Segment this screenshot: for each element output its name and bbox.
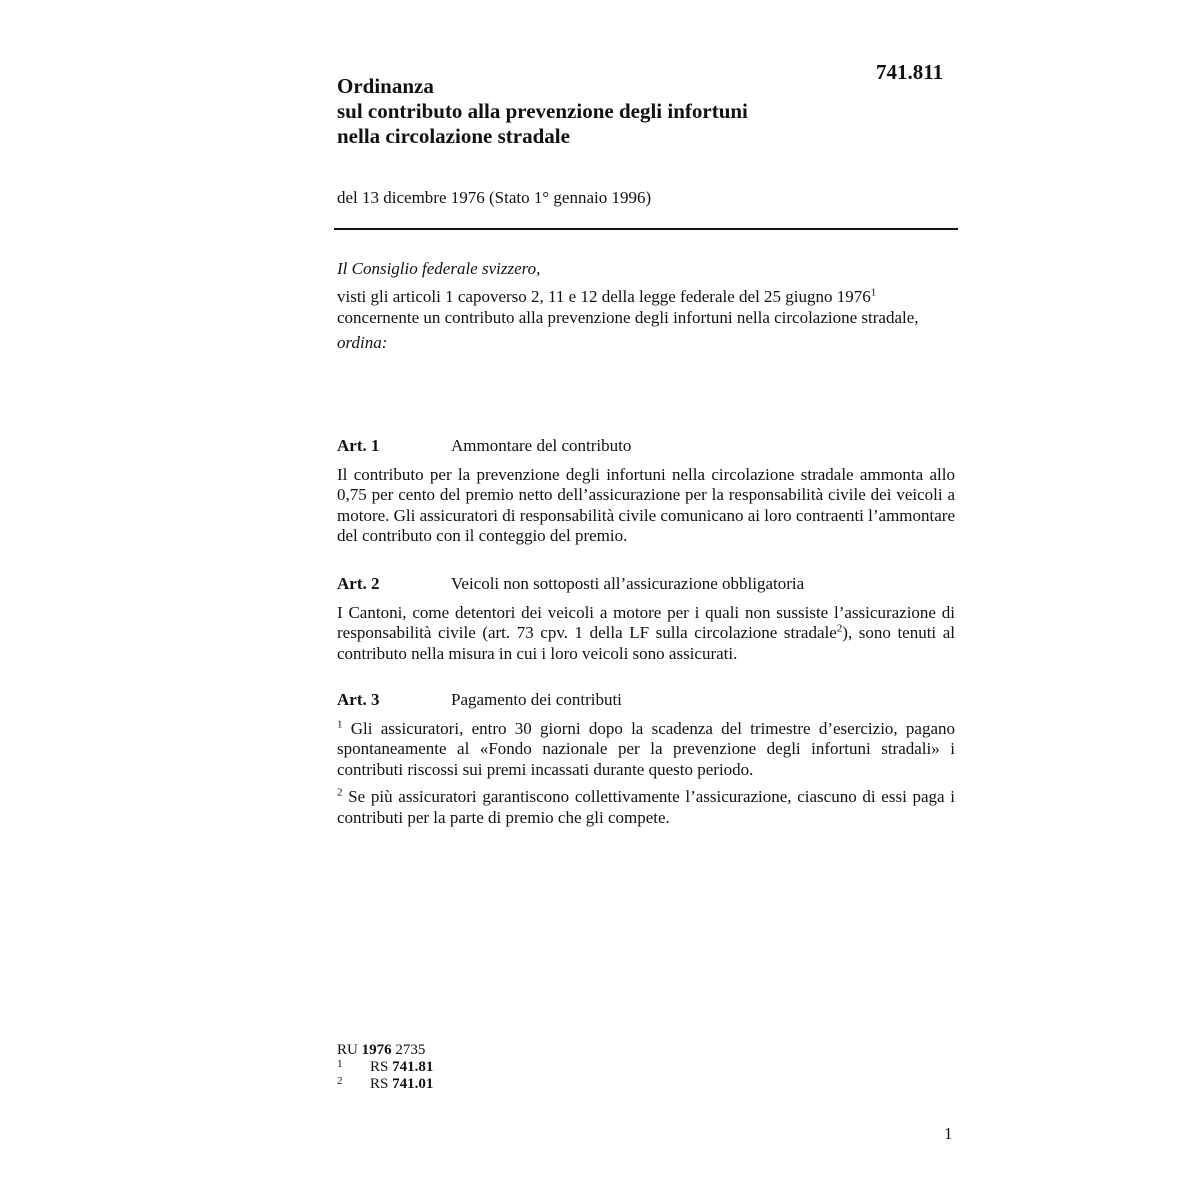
footnote-ref-2[interactable]: 2 <box>836 622 843 635</box>
footnotes <box>337 1042 637 1093</box>
article-3 <box>337 690 955 835</box>
title-line-3: nella circolazione stradale <box>337 124 570 148</box>
header-divider <box>334 228 958 230</box>
paragraph-text: Se più assicuratori garantiscono collettivamente l’assicurazione, ciascuno di essi paga i contributi per la parte di premio che gli compete. <box>337 787 955 827</box>
footnote-ref-link[interactable]: 741.81 <box>392 1059 434 1075</box>
ru-prefix: RU <box>337 1042 358 1058</box>
footnote-text <box>370 1059 433 1076</box>
footnote-2 <box>337 1076 637 1093</box>
article-2-text-a: I Cantoni, come detentori dei veicoli a motore per i quali non sussiste l’assicurazione di responsabilità civile (art. 73 cpv. 1 della LF sulla circolazione stradale <box>337 602 955 642</box>
preamble-decree: ordina: <box>337 333 388 352</box>
date-line: del 13 dicembre 1976 (Stato 1° gennaio 1996) <box>337 188 652 207</box>
preamble-legal-basis <box>337 286 957 328</box>
article-2-title: Veicoli non sottoposti all’assicurazione obbligatoria <box>451 574 805 593</box>
article-1-heading <box>337 436 955 457</box>
ru-page: 2735 <box>395 1042 426 1058</box>
article-1 <box>337 436 955 554</box>
preamble <box>337 258 957 353</box>
article-3-paragraph-2 <box>337 787 955 828</box>
title-line-1: Ordinanza <box>337 74 434 98</box>
footnote-ref-link[interactable]: 741.01 <box>392 1076 434 1092</box>
footnote-ref-1[interactable]: 1 <box>870 286 877 299</box>
article-3-title: Pagamento dei contributi <box>451 690 622 709</box>
article-2-number: Art. 2 <box>337 574 380 593</box>
sr-number: 741.811 <box>876 60 944 84</box>
article-1-paragraph: Il contributo per la prevenzione degli infortuni nella circolazione stradale ammonta allo 0,75 per cento del premio netto dell’assicurazione per la responsabilità civile dei veicoli a motore. Gli assicuratori di responsabilità civile comunicano ai loro contraenti l’ammontare del contributo con il conteggio del premio. <box>337 464 955 545</box>
preamble-issuer: Il Consiglio federale svizzero, <box>337 259 541 278</box>
article-3-heading <box>337 690 955 711</box>
paragraph-mark: 1 <box>337 717 343 730</box>
basis-text: visti gli articoli 1 capoverso 2, 11 e 12 della legge federale del 25 giugno 1976 <box>337 287 871 306</box>
footnote-mark: 1 <box>337 1058 343 1070</box>
ru-reference <box>337 1042 637 1059</box>
article-3-paragraph-1 <box>337 719 955 781</box>
article-2-paragraph <box>337 603 955 665</box>
page-number: 1 <box>944 1124 953 1143</box>
footnote-prefix: RS <box>370 1076 389 1092</box>
article-1-number: Art. 1 <box>337 436 380 455</box>
article-2 <box>337 574 955 671</box>
ru-year: 1976 <box>361 1042 392 1058</box>
footnote-prefix: RS <box>370 1059 389 1075</box>
paragraph-text: Gli assicuratori, entro 30 giorni dopo la scadenza del trimestre d’esercizio, pagano spontaneamente al «Fondo nazionale per la prevenzione degli infortuni stradali» i contributi riscossi sui premi incassati durante questo periodo. <box>337 718 955 779</box>
footnote-mark: 2 <box>337 1075 343 1087</box>
article-2-text-b: ), sono tenuti al contributo nella misura in cui i loro veicoli sono assicurati. <box>337 623 955 663</box>
title-line-2: sul contributo alla prevenzione degli infortuni <box>337 99 748 123</box>
footnote-text <box>370 1076 433 1093</box>
footnote-1 <box>337 1059 637 1076</box>
basis-text-cont: concernente un contributo alla prevenzione degli infortuni nella circolazione stradale, <box>337 308 919 327</box>
article-2-heading <box>337 574 955 595</box>
article-1-title: Ammontare del contributo <box>451 436 632 455</box>
paragraph-mark: 2 <box>337 786 343 799</box>
document-title <box>337 74 867 149</box>
article-3-number: Art. 3 <box>337 690 380 709</box>
